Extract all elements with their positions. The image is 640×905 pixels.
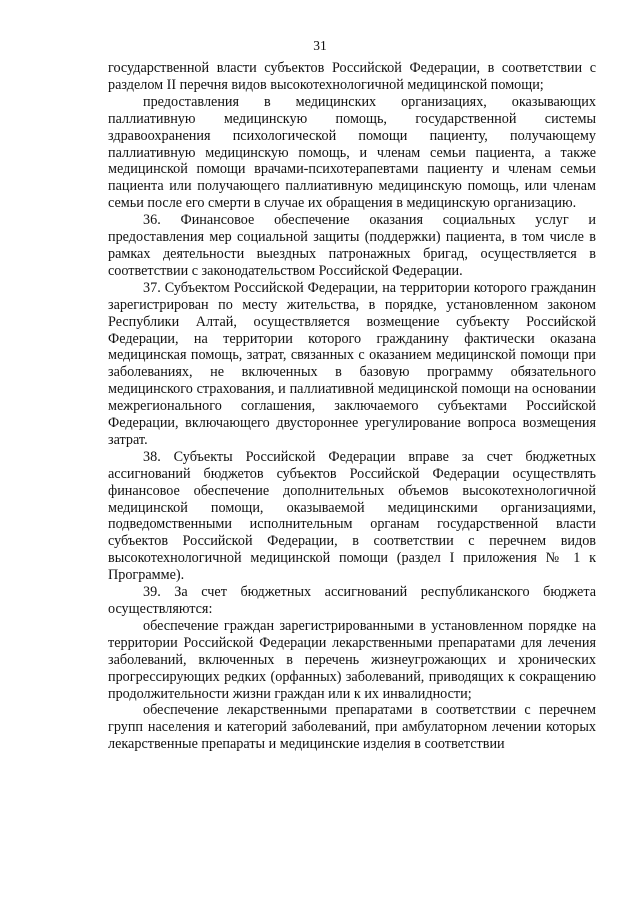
paragraph-continuation: государственной власти субъектов Российской Федерации, в соответствии с разделом II перечня видов высокотехнологичной медицинской помощи; xyxy=(108,60,596,93)
paragraph-item-39: 39. За счет бюджетных ассигнований республиканского бюджета осуществляются: xyxy=(108,584,596,617)
paragraph-item-38: 38. Субъекты Российской Федерации вправе за счет бюджетных ассигнований бюджетов субъектов Российской Федерации осуществлять финансовое обеспечение дополнительных объемов высокотехнологичной медицинской помощи, оказываемой медицинскими организациями, подведомственными исполнительным органам государственной власти субъектов Российской Федерации, в соответствии с перечнем видов высокотехнологичной медицинской помощи (раздел I приложения № 1 к Программе). xyxy=(108,448,596,584)
paragraph-outpatient-drugs: обеспечение лекарственными препаратами в соответствии с перечнем групп населения и категорий заболеваний, при амбулаторном лечении которых лекарственные препараты и медицинские изделия в соответствии xyxy=(108,702,596,753)
paragraph-palliative-psychological-help: предоставления в медицинских организациях, оказывающих паллиативную медицинскую помощь, государственной системы здравоохранения психологической помощи пациенту, получающему паллиативную медицинскую помощь, и членам семьи пациента, а также медицинской помощи врачами-психотерапевтами пациенту и членам семьи пациента или получающего паллиативную медицинскую помощь, или членам семьи после его смерти в случае их обращения в медицинскую организацию. xyxy=(108,93,596,212)
paragraph-item-36: 36. Финансовое обеспечение оказания социальных услуг и предоставления мер социальной защиты (поддержки) пациента, в том числе в рамках деятельности выездных патронажных бригад, осуществляется в соответствии с законодательством Российской Федерации. xyxy=(108,212,596,279)
body-text xyxy=(108,60,596,753)
page-number: 31 xyxy=(313,38,327,53)
paragraph-item-37: 37. Субъектом Российской Федерации, на территории которого гражданин зарегистрирован по месту жительства, в порядке, установленном законом Республики Алтай, осуществляется возмещение субъекту Российской Федерации, на территории которого гражданину фактически оказана медицинская помощь, затрат, связанных с оказанием медицинской помощи при заболеваниях, не включенных в базовую программу обязательного медицинского страхования, и паллиативной медицинской помощи на основании межрегионального соглашения, заключаемого субъектами Российской Федерации, включающего двустороннее урегулирование вопроса возмещения затрат. xyxy=(108,279,596,448)
paragraph-orphan-drugs: обеспечение граждан зарегистрированными в установленном порядке на территории Российской Федерации лекарственными препаратами для лечения заболеваний, включенных в перечень жизнеугрожающих и хронических прогрессирующих редких (орфанных) заболеваний, приводящих к сокращению продолжительности жизни граждан или к их инвалидности; xyxy=(108,617,596,702)
